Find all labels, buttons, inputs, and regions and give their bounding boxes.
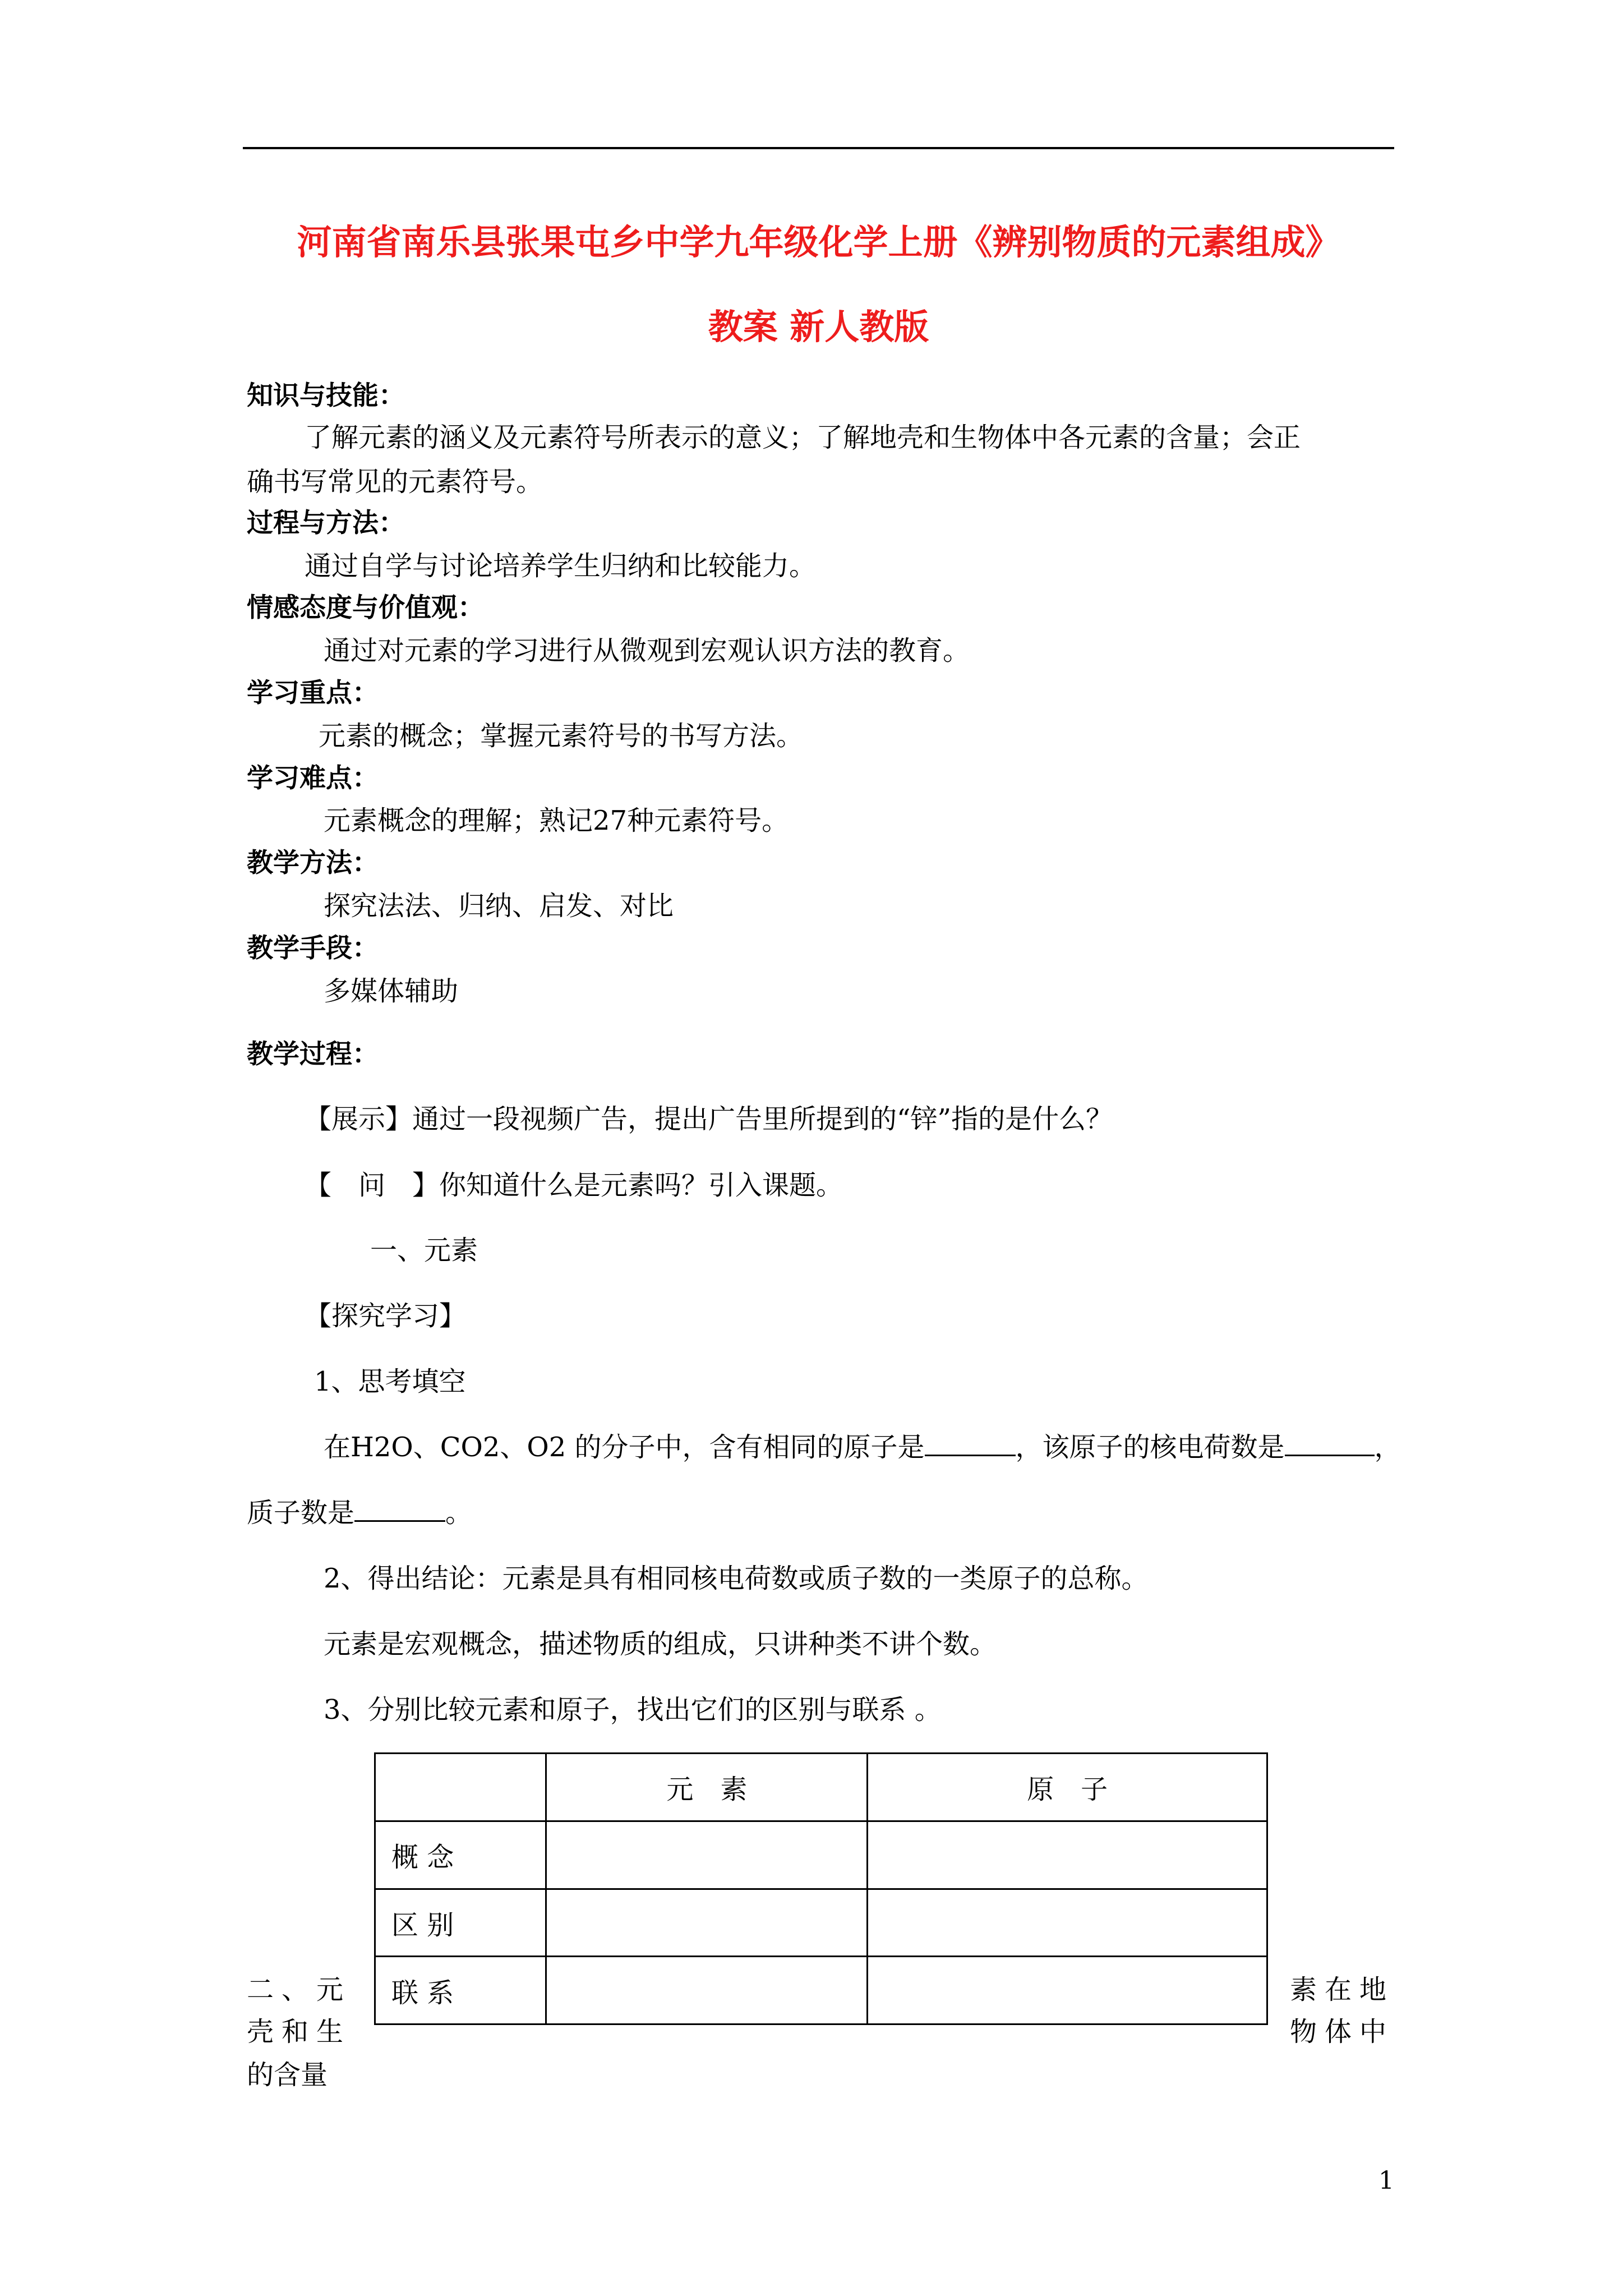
emotion-heading: 情感态度与价值观： — [247, 592, 484, 623]
table-cell — [868, 1821, 1267, 1889]
header-rule — [243, 147, 1394, 149]
fill-text-b: ，该原子的核电荷数是 — [1015, 1432, 1285, 1463]
document-title-line2: 教案 新人教版 — [708, 306, 929, 347]
table-cell — [546, 1821, 868, 1889]
difficulty-heading: 学习难点： — [247, 763, 379, 794]
process-heading: 过程与方法： — [247, 508, 405, 539]
step-two-note: 元素是宏观概念，描述物质的组成，只讲种类不讲个数。 — [324, 1628, 997, 1660]
fill-text-c: ， — [1374, 1432, 1401, 1463]
table-header-atom: 原 子 — [868, 1754, 1267, 1821]
method-text: 探究法法、归纳、启发、对比 — [324, 890, 674, 922]
table-row — [375, 1821, 1267, 1889]
table-header-element: 元 素 — [546, 1754, 868, 1821]
key-points-heading: 学习重点： — [247, 678, 379, 708]
table-row — [375, 1889, 1267, 1957]
knowledge-text-line2: 确书写常见的元素符号。 — [247, 466, 543, 498]
knowledge-text-line1: 了解元素的涵义及元素符号所表示的意义；了解地壳和生物体中各元素的含量；会正 — [305, 422, 1301, 453]
step-three: 3、分别比较元素和原子，找出它们的区别与联系 。 — [324, 1694, 942, 1726]
knowledge-heading: 知识与技能： — [247, 380, 405, 411]
answer-blank-1 — [925, 1430, 1016, 1456]
means-heading: 教学手段： — [247, 933, 379, 964]
part-two-left-line2: 壳和生 — [247, 2016, 352, 2047]
table-row — [375, 1957, 1267, 2024]
fill-blank-line1 — [324, 1425, 1401, 1464]
question-paragraph: 【 问 】你知道什么是元素吗？引入课题。 — [305, 1170, 843, 1201]
step-one: 1、思考填空 — [314, 1366, 466, 1397]
part-two-right-line1: 素在地 — [1290, 1974, 1395, 2005]
part-two-left-line1: 二、元 — [247, 1974, 352, 2005]
emotion-text: 通过对元素的学习进行从微观到宏观认识方法的教育。 — [324, 635, 970, 666]
show-paragraph: 【展示】通过一段视频广告，提出广告里所提到的“锌”指的是什么？ — [305, 1103, 1113, 1135]
table-cell — [546, 1957, 868, 2024]
part-two-right-line2: 物体中 — [1290, 2016, 1395, 2047]
means-text: 多媒体辅助 — [324, 976, 459, 1007]
process-text: 通过自学与讨论培养学生归纳和比较能力。 — [305, 550, 817, 582]
part-two-left-line3: 的含量 — [247, 2059, 328, 2091]
method-heading: 教学方法： — [247, 848, 379, 878]
element-atom-comparison-table — [374, 1752, 1268, 2025]
key-points-text: 元素的概念；掌握元素符号的书写方法。 — [319, 720, 804, 752]
table-corner-cell — [375, 1754, 546, 1821]
section-one-title: 一、元素 — [370, 1235, 478, 1266]
row-label-relation: 联 系 — [375, 1957, 546, 2024]
fill-text-a: 在H2O、CO2、O2 的分子中，含有相同的原子是 — [324, 1432, 925, 1463]
table-header-row — [375, 1754, 1267, 1821]
row-label-concept: 概 念 — [375, 1821, 546, 1889]
explore-heading: 【探究学习】 — [305, 1300, 467, 1332]
table-cell — [868, 1889, 1267, 1957]
answer-blank-3 — [354, 1496, 445, 1522]
step-two-conclusion: 2、得出结论：元素是具有相同核电荷数或质子数的一类原子的总称。 — [324, 1563, 1149, 1594]
fill-text-e: 。 — [445, 1497, 473, 1529]
page-number: 1 — [1378, 2166, 1394, 2195]
table-cell — [868, 1957, 1267, 2024]
answer-blank-2 — [1285, 1430, 1375, 1456]
fill-text-d: 质子数是 — [247, 1497, 355, 1529]
fill-blank-line2 — [247, 1491, 472, 1530]
procedure-heading: 教学过程： — [247, 1039, 379, 1070]
table-cell — [546, 1889, 868, 1957]
row-label-difference: 区 别 — [375, 1889, 546, 1957]
document-title-line1: 河南省南乐县张果屯乡中学九年级化学上册《辨别物质的元素组成》 — [297, 222, 1340, 263]
difficulty-text: 元素概念的理解；熟记27种元素符号。 — [324, 805, 789, 836]
